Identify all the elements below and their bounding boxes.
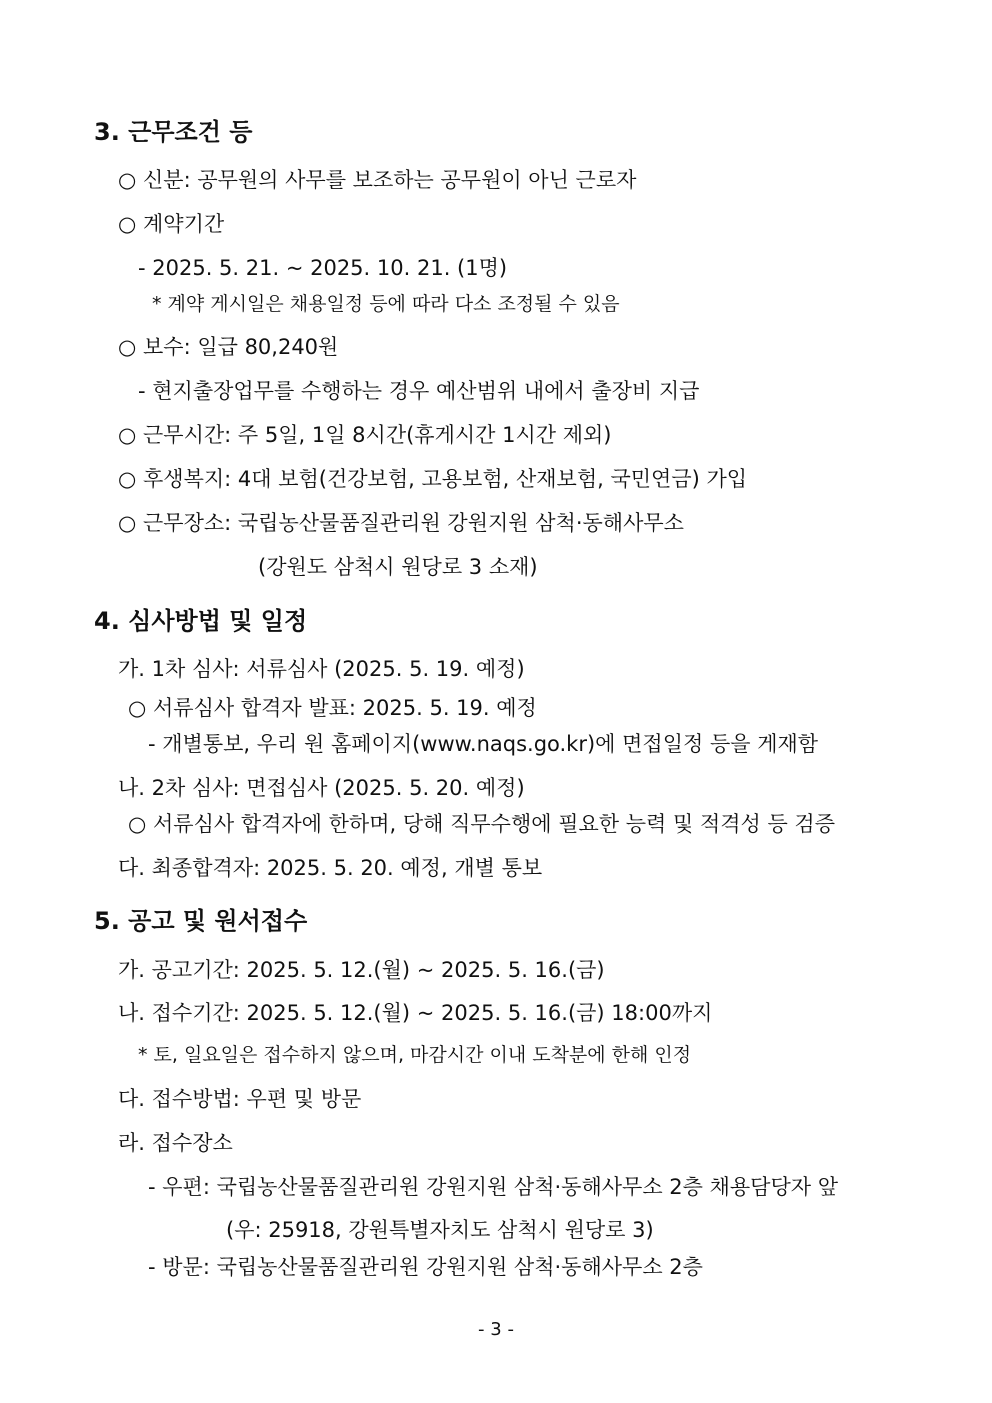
s4-second-note: ○ 서류심사 합격자에 한하며, 당해 직무수행에 필요한 능력 및 적격성 등 검증 <box>128 812 836 836</box>
s4-second-review: 나. 2차 심사: 면접심사 (2025. 5. 20. 예정) <box>118 776 525 800</box>
s4-first-review: 가. 1차 심사: 서류심사 (2025. 5. 19. 예정) <box>118 657 525 681</box>
s3-hours: ○ 근무시간: 주 5일, 1일 8시간(휴게시간 1시간 제외) <box>118 423 612 447</box>
s5-notice-period: 가. 공고기간: 2025. 5. 12.(월) ~ 2025. 5. 16.(금) <box>118 958 605 982</box>
section-3-heading: 3. 근무조건 등 <box>94 118 253 146</box>
s4-final: 다. 최종합격자: 2025. 5. 20. 예정, 개별 통보 <box>118 856 543 880</box>
s3-pay: ○ 보수: 일급 80,240원 <box>118 335 339 359</box>
s3-status-line: ○ 신분: 공무원의 사무를 보조하는 공무원이 아닌 근로자 <box>118 168 637 192</box>
s5-place: 라. 접수장소 <box>118 1131 233 1155</box>
s5-receipt-note: * 토, 일요일은 접수하지 않으며, 마감시간 이내 도착분에 한해 인정 <box>138 1044 692 1066</box>
s3-welfare: ○ 후생복지: 4대 보험(건강보험, 고용보험, 산재보험, 국민연금) 가입 <box>118 467 748 491</box>
s4-first-notice: - 개별통보, 우리 원 홈페이지(www.naqs.go.kr)에 면접일정 등을 게재함 <box>148 732 819 756</box>
s3-pay-note: - 현지출장업무를 수행하는 경우 예산범위 내에서 출장비 지급 <box>138 379 700 403</box>
section-4-heading: 4. 심사방법 및 일정 <box>94 607 308 635</box>
s5-method: 다. 접수방법: 우편 및 방문 <box>118 1087 362 1111</box>
s3-contract-dates: - 2025. 5. 21. ~ 2025. 10. 21. (1명) <box>138 256 508 280</box>
s5-place-mail: - 우편: 국립농산물품질관리원 강원지원 삼척·동해사무소 2층 채용담당자 앞 <box>148 1175 838 1199</box>
page-number: - 3 - <box>478 1319 514 1340</box>
s3-contract-note: * 계약 게시일은 채용일정 등에 따라 다소 조정될 수 있음 <box>152 293 620 315</box>
s3-workplace-address: (강원도 삼척시 원당로 3 소재) <box>258 555 538 579</box>
s4-first-result: ○ 서류심사 합격자 발표: 2025. 5. 19. 예정 <box>128 696 537 720</box>
s3-workplace: ○ 근무장소: 국립농산물품질관리원 강원지원 삼척·동해사무소 <box>118 511 684 535</box>
s5-receipt-period: 나. 접수기간: 2025. 5. 12.(월) ~ 2025. 5. 16.(금) 18:00까지 <box>118 1001 713 1025</box>
s3-contract-period: ○ 계약기간 <box>118 212 225 236</box>
s5-place-visit: - 방문: 국립농산물품질관리원 강원지원 삼척·동해사무소 2층 <box>148 1255 703 1279</box>
s5-place-mail-address: (우: 25918, 강원특별자치도 삼척시 원당로 3) <box>226 1218 654 1242</box>
section-5-heading: 5. 공고 및 원서접수 <box>94 907 308 935</box>
